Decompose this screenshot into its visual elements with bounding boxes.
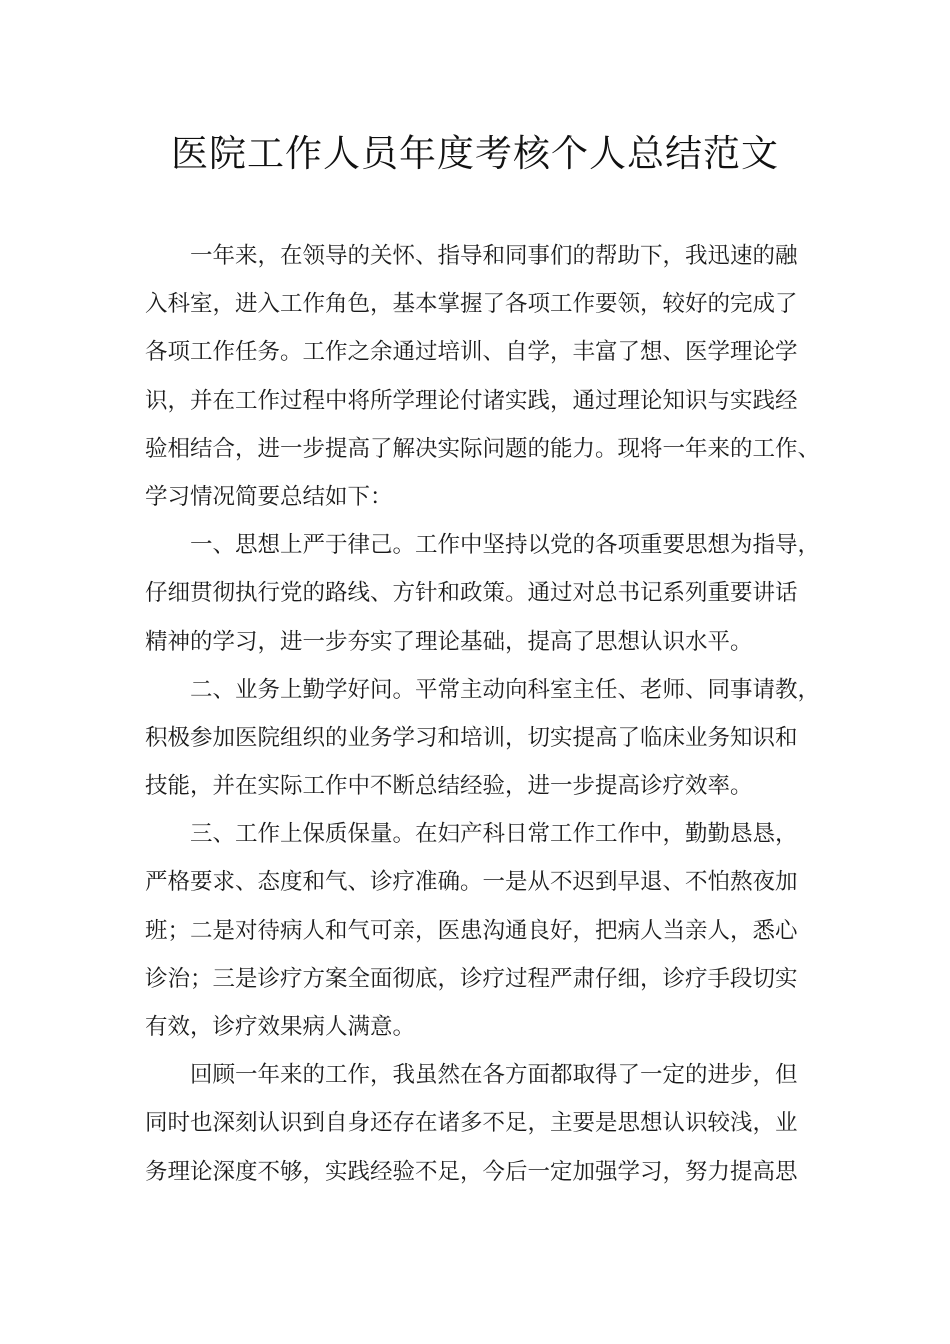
paragraph-line: 班；二是对待病人和气可亲，医患沟通良好，把病人当亲人，悉心 <box>145 917 798 944</box>
paragraph-line: 有效，诊疗效果病人满意。 <box>145 1014 416 1040</box>
paragraph-line: 务理论深度不够，实践经验不足，今后一定加强学习，努力提高思 <box>145 1158 798 1185</box>
paragraph-line: 仔细贯彻执行党的路线、方针和政策。通过对总书记系列重要讲话 <box>145 580 798 607</box>
paragraph-first-line: 二、业务上勤学好问。平常主动向科室主任、老师、同事请教， <box>190 676 821 703</box>
paragraph-line: 学习情况简要总结如下： <box>145 483 393 510</box>
paragraph-line: 严格要求、态度和气、诊疗准确。一是从不迟到早退、不怕熬夜加 <box>145 869 798 896</box>
paragraph-first-line: 回顾一年来的工作，我虽然在各方面都取得了一定的进步，但 <box>190 1062 798 1089</box>
document-title: 医院工作人员年度考核个人总结范文 <box>171 132 779 175</box>
document-body <box>145 232 835 1196</box>
paragraph-line: 诊治；三是诊疗方案全面彻底，诊疗过程严肃仔细，诊疗手段切实 <box>145 965 798 992</box>
paragraph-line: 积极参加医院组织的业务学习和培训，切实提高了临床业务知识和 <box>145 724 798 751</box>
paragraph-first-line: 一、思想上严于律己。工作中坚持以党的各项重要思想为指导， <box>190 532 821 559</box>
paragraph-line: 验相结合，进一步提高了解决实际问题的能力。现将一年来的工作、 <box>145 435 821 462</box>
paragraph-line: 各项工作任务。工作之余通过培训、自学，丰富了想、医学理论学 <box>145 339 798 366</box>
paragraph-line: 入科室，进入工作角色，基本掌握了各项工作要领，较好的完成了 <box>145 291 798 318</box>
paragraph-first-line: 三、工作上保质保量。在妇产科日常工作工作中，勤勤恳恳， <box>190 821 798 848</box>
paragraph-line: 识，并在工作过程中将所学理论付诸实践，通过理论知识与实践经 <box>145 387 798 414</box>
paragraph-line: 同时也深刻认识到自身还存在诸多不足，主要是思想认识较浅，业 <box>145 1110 798 1137</box>
paragraph-line: 精神的学习，进一步夯实了理论基础，提高了思想认识水平。 <box>145 628 753 655</box>
paragraph-line: 技能，并在实际工作中不断总结经验，进一步提高诊疗效率。 <box>145 773 753 800</box>
paragraph-first-line: 一年来，在领导的关怀、指导和同事们的帮助下，我迅速的融 <box>190 243 798 269</box>
